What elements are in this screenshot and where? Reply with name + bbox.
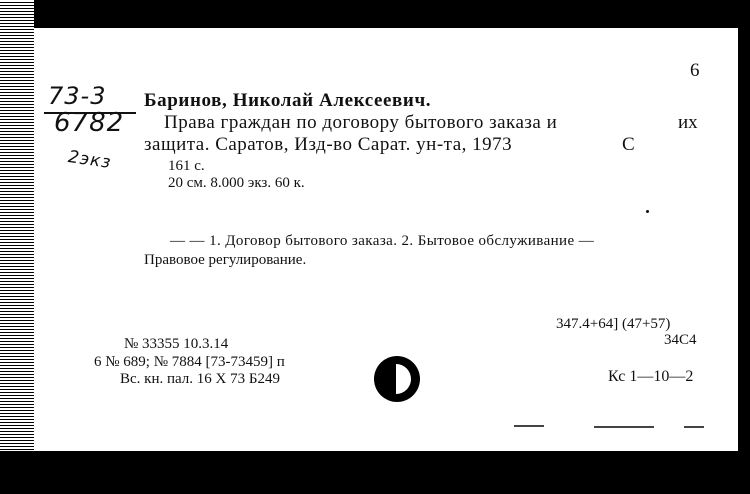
page-number: 6 (690, 60, 700, 81)
pages-count: 161 с. (168, 158, 205, 174)
record-number: № 33355 10.3.14 (124, 336, 229, 352)
scan-edge-bottom (0, 451, 34, 494)
scan-mark (514, 425, 544, 427)
scan-mark (594, 426, 654, 428)
author-heading: Баринов, Николай Алексеевич. (144, 90, 432, 111)
format-and-price: 20 см. 8.000 экз. 60 к. (168, 175, 305, 191)
title-line-2-letter: С (622, 134, 635, 155)
title-line-1: Права граждан по договору бытового заказа и (164, 112, 558, 133)
scan-mark (684, 426, 704, 428)
subjects-line-1: — — 1. Договор бытового заказа. 2. Бытовое обслуживание — (170, 233, 595, 249)
punch-hole (374, 356, 420, 402)
order-line: 6 № 689; № 7884 [73-73459] п (94, 354, 285, 370)
udc-index: 347.4+64] (47+57) (556, 316, 671, 332)
bbk-index: 34С4 (664, 332, 697, 348)
handwritten-copies-note: 2экз (66, 147, 113, 173)
handwritten-call-number-bottom: 6782 (54, 108, 125, 138)
speck (646, 210, 649, 213)
scan-edge-left (0, 0, 34, 494)
title-line-2: защита. Саратов, Изд-во Сарат. ун-та, 1973 (144, 134, 513, 155)
handwritten-call-number-top: 73-3 (48, 82, 107, 110)
print-line: Вс. кн. пал. 16 X 73 Б249 (120, 371, 280, 387)
scan-edge-right (738, 28, 750, 451)
card-code: Кс 1—10—2 (608, 368, 694, 385)
title-line-1-end: их (678, 112, 698, 133)
subjects-line-2: Правовое регулирование. (144, 252, 307, 268)
